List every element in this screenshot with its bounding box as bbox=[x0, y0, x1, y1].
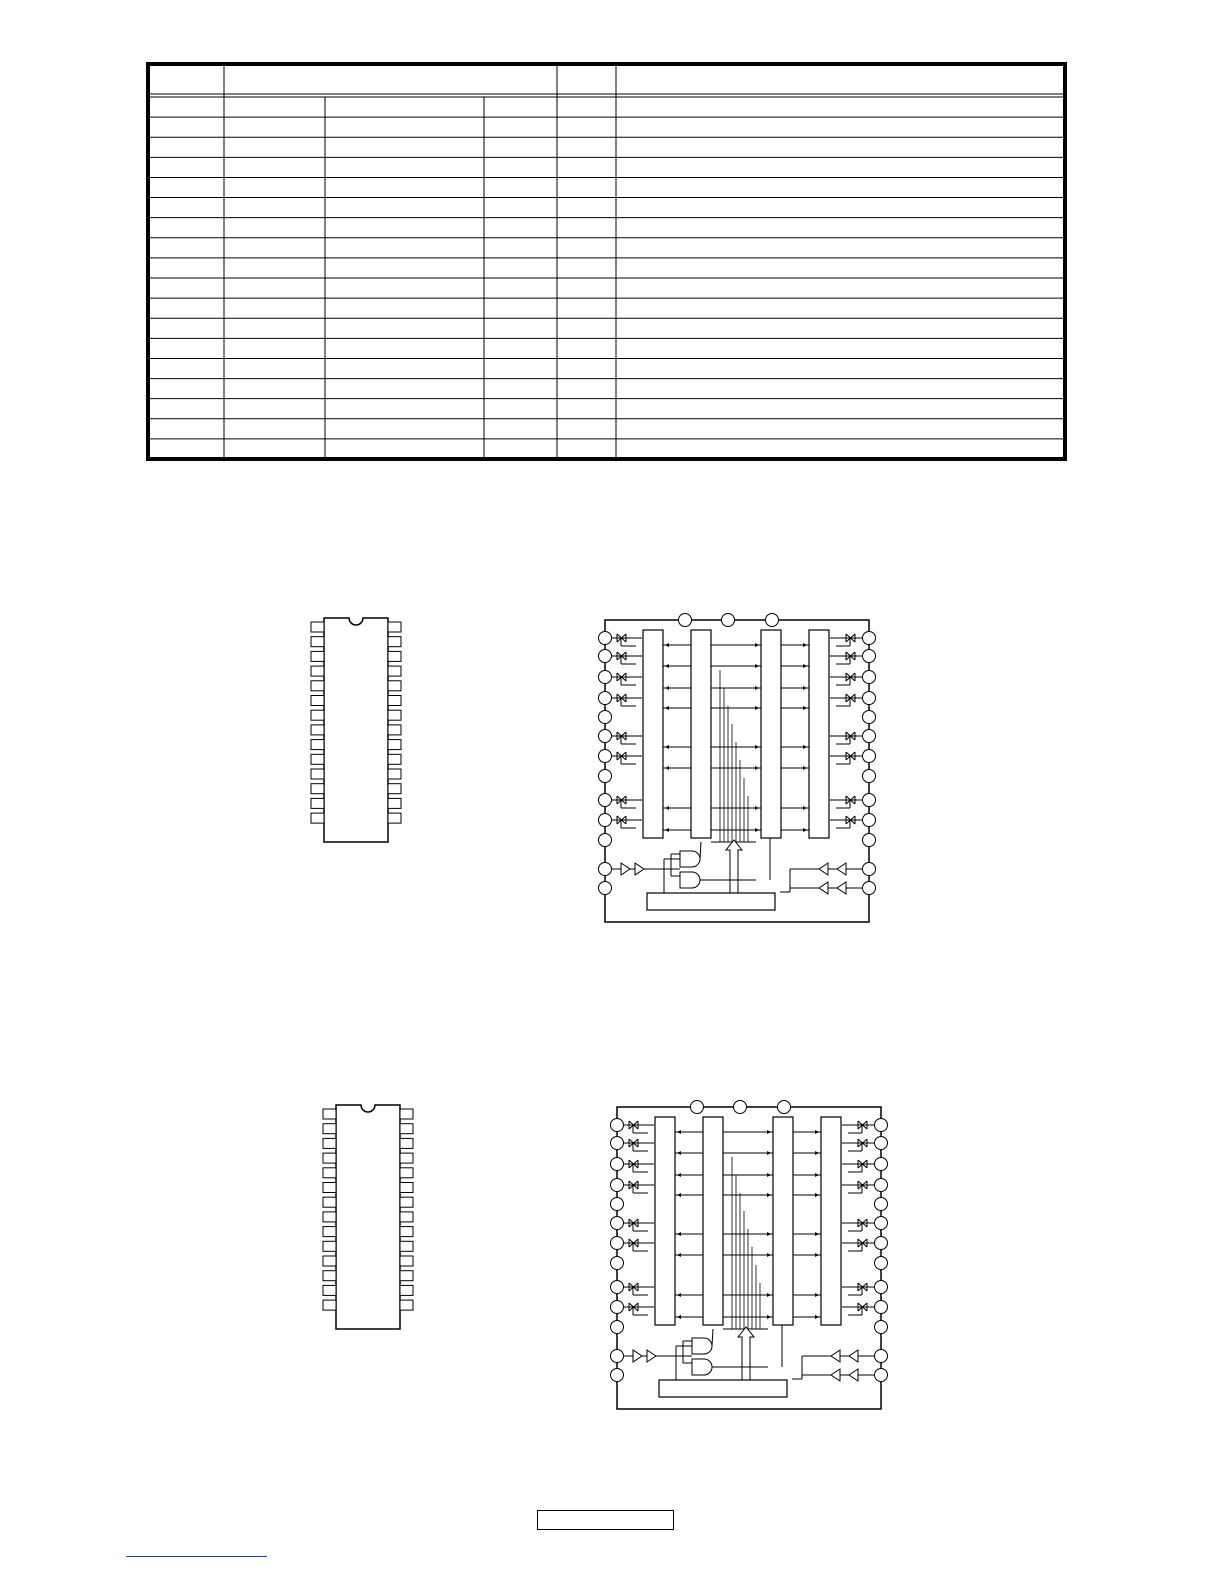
pin-pad bbox=[323, 1138, 336, 1148]
pin-pad bbox=[400, 1227, 413, 1237]
pin-terminal bbox=[875, 1119, 888, 1132]
and-gate bbox=[680, 851, 700, 867]
pin-pad bbox=[400, 1285, 413, 1295]
register-block bbox=[703, 1117, 723, 1325]
pin-terminal bbox=[863, 814, 876, 827]
pin-terminal bbox=[611, 1179, 624, 1192]
ic-body bbox=[336, 1105, 400, 1329]
dip-package-outline-upper bbox=[306, 614, 406, 846]
pin-terminal bbox=[722, 614, 735, 627]
pin-terminal bbox=[875, 1217, 888, 1230]
pin-pad bbox=[388, 622, 401, 632]
pin-description-table bbox=[146, 62, 1067, 461]
pin-pad bbox=[311, 754, 324, 764]
register-block bbox=[691, 630, 711, 838]
pin-pad bbox=[388, 740, 401, 750]
pin-terminal bbox=[611, 1237, 624, 1250]
pin-terminal bbox=[611, 1137, 624, 1150]
pin-terminal bbox=[611, 1321, 624, 1334]
pin-pad bbox=[400, 1212, 413, 1222]
pin-pad bbox=[311, 666, 324, 676]
pin-pad bbox=[400, 1300, 413, 1310]
pin-terminal bbox=[766, 614, 779, 627]
pin-pad bbox=[400, 1256, 413, 1266]
pin-pad bbox=[388, 681, 401, 691]
pin-pad bbox=[388, 710, 401, 720]
pin-terminal bbox=[875, 1257, 888, 1270]
pin-pad bbox=[323, 1197, 336, 1207]
pin-terminal bbox=[863, 730, 876, 743]
pin-terminal bbox=[875, 1198, 888, 1211]
pin-pad bbox=[400, 1153, 413, 1163]
pin-pad bbox=[311, 784, 324, 794]
and-gate bbox=[680, 872, 700, 888]
pin-pad bbox=[323, 1227, 336, 1237]
register-block bbox=[655, 1117, 675, 1325]
pin-terminal bbox=[863, 834, 876, 847]
wire bbox=[712, 1329, 713, 1346]
pin-pad bbox=[323, 1124, 336, 1134]
pin-pad bbox=[323, 1183, 336, 1193]
pin-terminal bbox=[599, 650, 612, 663]
pin-pad bbox=[400, 1197, 413, 1207]
pin-pad bbox=[388, 666, 401, 676]
pin-pad bbox=[388, 696, 401, 706]
pin-terminal bbox=[599, 794, 612, 807]
ic-body bbox=[324, 618, 388, 842]
pin-terminal bbox=[863, 632, 876, 645]
pin-terminal bbox=[599, 632, 612, 645]
pin-pad bbox=[400, 1271, 413, 1281]
pin-pad bbox=[388, 769, 401, 779]
pin-terminal bbox=[863, 750, 876, 763]
pin-terminal bbox=[611, 1301, 624, 1314]
pin-pad bbox=[323, 1285, 336, 1295]
pin-pad bbox=[311, 710, 324, 720]
pin-pad bbox=[311, 696, 324, 706]
pin-terminal bbox=[863, 882, 876, 895]
pin-terminal bbox=[599, 750, 612, 763]
pin-terminal bbox=[875, 1301, 888, 1314]
pin-terminal bbox=[875, 1281, 888, 1294]
pin-terminal bbox=[863, 770, 876, 783]
pin-pad bbox=[311, 798, 324, 808]
pin-pad bbox=[323, 1109, 336, 1119]
pin-pad bbox=[323, 1168, 336, 1178]
pin-pad bbox=[388, 725, 401, 735]
pin-pad bbox=[311, 681, 324, 691]
pin-terminal bbox=[611, 1158, 624, 1171]
pin-terminal bbox=[599, 730, 612, 743]
register-block bbox=[761, 630, 781, 838]
register-block bbox=[643, 630, 663, 838]
pin-terminal bbox=[875, 1321, 888, 1334]
pin-pad bbox=[323, 1241, 336, 1251]
pin-pad bbox=[400, 1138, 413, 1148]
pin-terminal bbox=[611, 1369, 624, 1382]
pin-terminal bbox=[863, 692, 876, 705]
pin-terminal bbox=[863, 671, 876, 684]
register-block bbox=[821, 1117, 841, 1325]
register-block bbox=[773, 1117, 793, 1325]
pin-pad bbox=[400, 1109, 413, 1119]
pin-pad bbox=[400, 1168, 413, 1178]
pin-pad bbox=[323, 1153, 336, 1163]
pin-terminal bbox=[599, 882, 612, 895]
pin-pad bbox=[388, 784, 401, 794]
pin-terminal bbox=[863, 650, 876, 663]
pin-terminal bbox=[863, 711, 876, 724]
pin-terminal bbox=[599, 671, 612, 684]
pin-pad bbox=[388, 813, 401, 823]
pin-terminal bbox=[875, 1137, 888, 1150]
control-register bbox=[659, 1380, 787, 1397]
pin-pad bbox=[323, 1256, 336, 1266]
pin-terminal bbox=[599, 770, 612, 783]
pin-terminal bbox=[863, 794, 876, 807]
control-register bbox=[647, 893, 775, 910]
pin-terminal bbox=[611, 1217, 624, 1230]
block-diagram-lower bbox=[602, 1097, 894, 1415]
pin-pad bbox=[388, 637, 401, 647]
pin-pad bbox=[311, 651, 324, 661]
pin-pad bbox=[400, 1183, 413, 1193]
pin-terminal bbox=[875, 1237, 888, 1250]
pin-pad bbox=[311, 725, 324, 735]
pin-terminal bbox=[691, 1101, 704, 1114]
pin-pad bbox=[400, 1124, 413, 1134]
block-diagram-upper bbox=[590, 610, 882, 928]
pin-terminal bbox=[599, 711, 612, 724]
pin-pad bbox=[311, 622, 324, 632]
pin-terminal bbox=[611, 1350, 624, 1363]
pin-pad bbox=[311, 813, 324, 823]
pin-pad bbox=[400, 1241, 413, 1251]
pin-pad bbox=[311, 637, 324, 647]
page-number-box bbox=[537, 1510, 674, 1530]
pin-pad bbox=[311, 769, 324, 779]
pin-terminal bbox=[611, 1281, 624, 1294]
pin-terminal bbox=[875, 1350, 888, 1363]
and-gate bbox=[692, 1359, 712, 1375]
pin-terminal bbox=[778, 1101, 791, 1114]
pin-terminal bbox=[679, 614, 692, 627]
pin-pad bbox=[388, 798, 401, 808]
table-grid bbox=[150, 66, 1063, 457]
pin-terminal bbox=[875, 1158, 888, 1171]
pin-terminal bbox=[875, 1369, 888, 1382]
pin-terminal bbox=[734, 1101, 747, 1114]
pin-pad bbox=[323, 1271, 336, 1281]
dip-package-outline-lower bbox=[318, 1101, 418, 1333]
pin-terminal bbox=[863, 863, 876, 876]
footer-link[interactable] bbox=[126, 1556, 267, 1557]
pin-pad bbox=[323, 1212, 336, 1222]
pin-pad bbox=[323, 1300, 336, 1310]
pin-terminal bbox=[611, 1257, 624, 1270]
pin-terminal bbox=[599, 834, 612, 847]
wire bbox=[700, 842, 701, 859]
register-block bbox=[809, 630, 829, 838]
pin-terminal bbox=[599, 692, 612, 705]
pin-terminal bbox=[611, 1119, 624, 1132]
pin-terminal bbox=[875, 1179, 888, 1192]
pin-terminal bbox=[599, 814, 612, 827]
pin-pad bbox=[388, 651, 401, 661]
and-gate bbox=[692, 1338, 712, 1354]
pin-pad bbox=[311, 740, 324, 750]
pin-terminal bbox=[599, 863, 612, 876]
pin-pad bbox=[388, 754, 401, 764]
pin-terminal bbox=[611, 1198, 624, 1211]
